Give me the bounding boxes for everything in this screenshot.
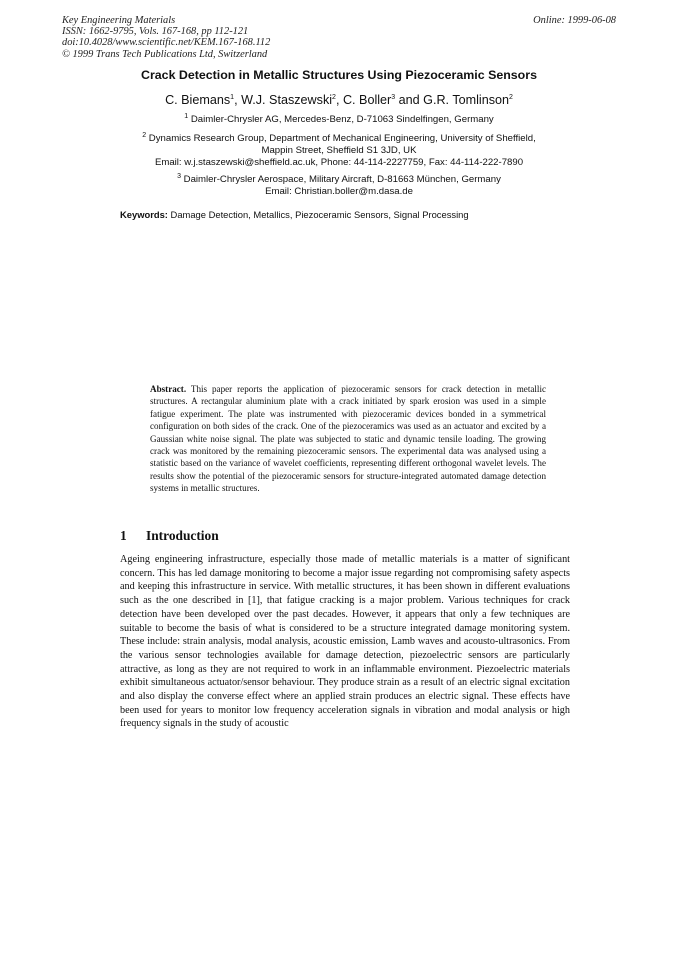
affiliation-text: Daimler-Chrysler Aerospace, Military Aircraft, D-81663 München, Germany xyxy=(183,174,501,185)
author-affiliation-mark: 3 xyxy=(391,93,396,101)
journal-doi: doi:10.4028/www.scientific.net/KEM.167-168.112 xyxy=(62,37,271,49)
affiliation-1 xyxy=(0,114,678,126)
author-separator: and xyxy=(395,93,424,107)
journal-name: Key Engineering Materials xyxy=(62,15,176,26)
author-name: G.R. Tomlinson xyxy=(423,93,510,107)
journal-header xyxy=(62,15,270,60)
section-title: Introduction xyxy=(146,528,219,543)
author-affiliation-mark: 1 xyxy=(230,93,235,101)
affiliation-mark: 2 xyxy=(142,131,147,139)
keywords-text: Damage Detection, Metallics, Piezoceramic Sensors, Signal Processing xyxy=(170,209,469,220)
abstract-text: This paper reports the application of piezoceramic sensors for crack detection in metallic structures. A rectangular aluminium plate with a crack initiated by spark erosion was used in a simple fatigue experiment. The plate was instrumented with piezoceramic devices bonded in a symmetrical configuration on both sides of the crack. One of the piezoceramics was used as an actuator and excited by a Gaussian white noise signal. The plate was subjected to static and dynamic tensile loading. The growing crack was monitored by the remaining piezoceramic sensors. The experimental data was analysed using a statistic based on the variance of wavelet coefficients, representing different orthogonal wavelet levels. The results show the potential of the piezoceramic sensors for structure-integrated automated damage detection systems in metallic structures. xyxy=(150,384,547,494)
author-name: C. Boller xyxy=(342,93,392,107)
section-body: Ageing engineering infrastructure, especially those made of metallic materials is a matter of significant concern. This has led damage monitoring to become a major issue regarding not compromising safety aspects and keeping this infrastructure in service. With metallic structures, it has been shown in different evaluations such as the one described in [1], that fatigue cracking is a major problem. Various techniques for crack detection have been developed over the past decades. However, it appears that only a few techniques are suitable to become the basis of what is considered to be a structure integrated damage monitoring system. These include: strain analysis, modal analysis, acoustic emission, Lamb waves and acousto-ultrasonics. From the various sensor technologies available for damage detection, piezoelectric sensors are particularly attractive, as long as they are not required to work in an inflammable environment. Piezoelectric materials exhibit simultaneous actuator/sensor behaviour. They produce strain as a result of an electric signal excitation and also display the converse effect where an applied strain produces an electric signal. These effects have been used for years to monitor low frequency acceleration signals in vibration and modal analysis or high frequency signals in the study of acoustic xyxy=(120,554,570,730)
affiliation-mark: 3 xyxy=(177,172,181,180)
section-heading xyxy=(120,528,219,544)
paper-title: Crack Detection in Metallic Structures Using Piezoceramic Sensors xyxy=(141,68,537,82)
affiliation-2 xyxy=(0,133,678,169)
keywords xyxy=(120,209,469,220)
abstract xyxy=(150,383,546,495)
abstract-label: Abstract. xyxy=(150,384,187,394)
author-name: C. Biemans xyxy=(165,93,231,107)
affiliation-contact: Email: w.j.staszewski@sheffield.ac.uk, Phone: 44-114-2227759, Fax: 44-114-222-7890 xyxy=(154,157,524,168)
affiliation-email: Email: Christian.boller@m.dasa.de xyxy=(265,186,413,197)
journal-issn: ISSN: 1662-9795, Vols. 167-168, pp 112-121 xyxy=(62,26,249,38)
section-number: 1 xyxy=(120,528,127,543)
author-separator: , xyxy=(335,93,343,107)
author-name: W.J. Staszewski xyxy=(241,93,333,107)
author-list xyxy=(0,93,678,107)
affiliation-address: Mappin Street, Sheffield S1 3JD, UK xyxy=(261,145,417,156)
affiliation-mark: 1 xyxy=(184,112,189,120)
online-date: Online: 1999-06-08 xyxy=(533,15,616,26)
author-affiliation-mark: 2 xyxy=(332,93,336,101)
affiliation-3 xyxy=(0,174,678,198)
journal-copyright: © 1999 Trans Tech Publications Ltd, Switzerland xyxy=(62,48,268,60)
author-affiliation-mark: 2 xyxy=(509,93,513,101)
author-separator: , xyxy=(234,93,242,107)
affiliation-text: Daimler-Chrysler AG, Mercedes-Benz, D-71063 Sindelfingen, Germany xyxy=(190,114,494,125)
affiliation-text: Dynamics Research Group, Department of Mechanical Engineering, University of Sheffield, xyxy=(148,133,536,144)
keywords-label: Keywords: xyxy=(120,209,168,220)
